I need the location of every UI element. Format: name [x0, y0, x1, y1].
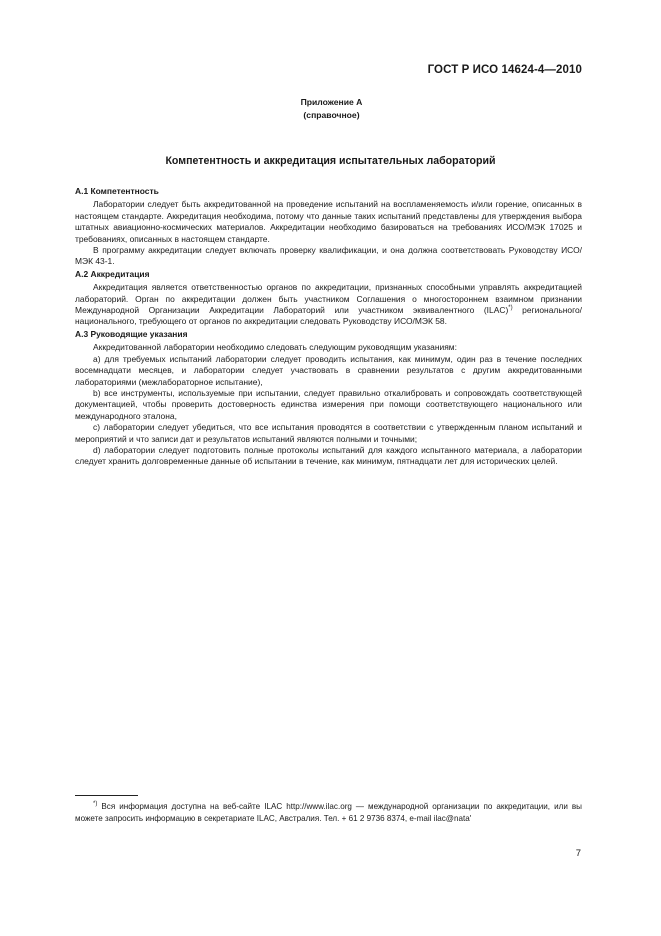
footnote-reference: *)	[508, 305, 513, 312]
section-a2-heading: А.2 Аккредитация	[75, 268, 150, 279]
footnote-divider	[75, 795, 138, 796]
footnote-body: Вся информация доступна на веб-сайте ILAC http://www.ilac.org — международной организации по аккредитации, или вы можете запросить информацию в секретариате ILAC, Австралия. Тел. + 61 2 9736 8374, e-mail ilac@nata'	[75, 802, 582, 823]
page-title: Компетентность и аккредитация испытательных лабораторий	[165, 155, 496, 167]
document-body	[75, 186, 582, 468]
section-a1-paragraph: В программу аккредитации следует включать проверку квалификации, и она должна соответствовать Руководству ИСО/МЭК 43-1.	[75, 245, 582, 267]
section-a2-text-start: Аккредитация является ответственностью органов по аккредитации, признанных способными управлять аккредитацией лабораторий. Орган по аккредитации должен быть участником Соглашения о многостороннем взаимном признании Международной Организации Аккредитации Лабораторий или участником эквивалентного (ILAC)	[75, 282, 582, 316]
footnote-marker: *)	[93, 801, 98, 807]
section-a3-heading: А.3 Руководящие указания	[75, 328, 188, 339]
footnote	[75, 801, 582, 825]
section-a3-item-b: b) все инструменты, используемые при испытании, следует правильно откалибровать и сопровождать соответствующей документацией, чтобы проверить достоверность единства измерения при помощи соответствующего национального или международного эталона,	[75, 387, 582, 421]
section-a2-text-end: регионального/национального, требующего от органов по аккредитации следовать Руководству ИСО/МЭК 58.	[75, 305, 582, 327]
section-a3-item-d: d) лаборатории следует подготовить полные протоколы испытаний для каждого испытанного материала, а лаборатории следует хранить долговременные данные об испытании в течение, как минимум, пятнадцати лет для исторических целей.	[75, 444, 582, 467]
section-a2-paragraph	[75, 282, 582, 328]
annex-type: (справочное)	[303, 110, 360, 120]
section-a3-paragraph: Аккредитованной лаборатории необходимо следовать следующим руководящим указаниям:	[93, 342, 457, 353]
section-a3-item-a: а) для требуемых испытаний лаборатории следует проводить испытания, как минимум, один раз в течение последних восемнадцати месяцев, и лаборатории следует участвовать в сравнении результатов с другим аккредитованными лабораториями (межлабораторное испытание),	[75, 353, 582, 387]
section-a1-paragraph: Лаборатории следует быть аккредитованной на проведение испытаний на воспламеняемость и/или горение, описанных в настоящем стандарте. Аккредитация необходима, потому что данные таких испытаний представлены для утверждения выбора штатных авиационно-космических материалов. Аккредитации необходимо базироваться на требованиях ИСО/МЭК 17025 и требованиях, описанных в настоящем стандарте.	[75, 199, 582, 244]
page-number: 7	[575, 848, 581, 859]
annex-label: Приложение А	[300, 97, 363, 107]
section-a3-item-c: c) лаборатории следует убедиться, что все испытания проводятся в соответствии с утвержденным планом испытаний и мероприятий и что записи дат и результатов испытаний являются полными и точными;	[75, 422, 582, 444]
section-a1-heading: А.1 Компетентность	[75, 186, 159, 196]
standard-header: ГОСТ Р ИСО 14624-4—2010	[427, 64, 582, 76]
annex-heading	[0, 96, 661, 122]
footnote-text	[75, 801, 582, 825]
